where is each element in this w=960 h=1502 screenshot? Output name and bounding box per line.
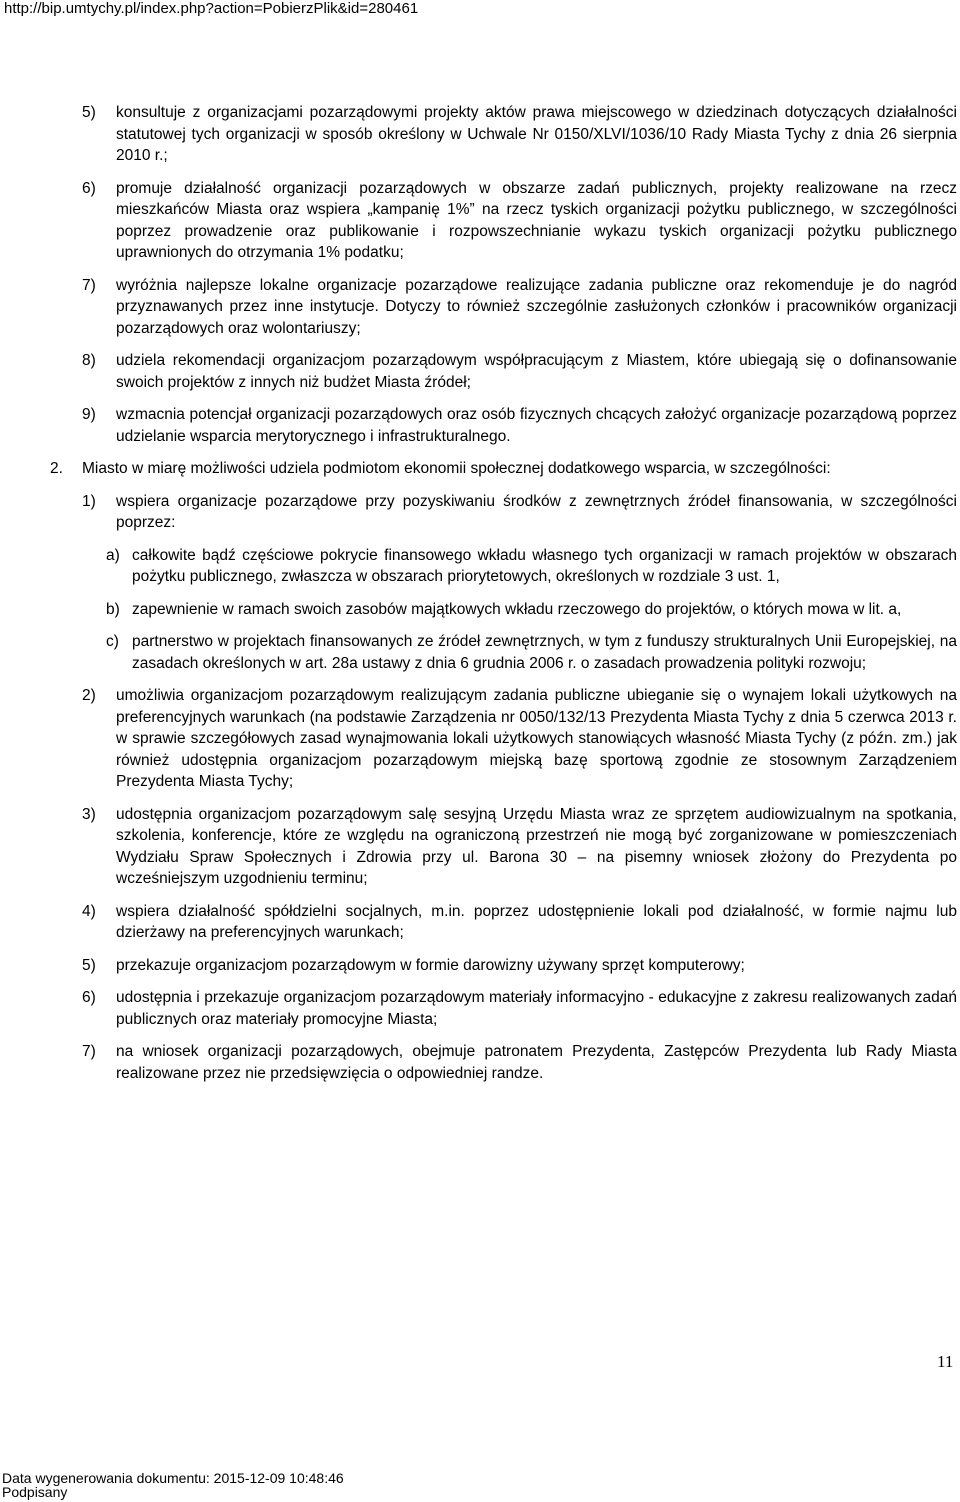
- item-text: udostępnia organizacjom pozarządowym salę sesyjną Urzędu Miasta wraz ze sprzętem audiowizualnym na spotkania, szkolenia, konferencje, które ze względu na ograniczoną przestrzeń nie mogą być zorganizowane w pomieszczeniach Wydziału Spraw Społecznych i Zdrowia przy ul. Barona 30 – na pisemny wniosek złożony do Prezydenta po wcześniejszym uzgodnieniu terminu;: [116, 805, 957, 887]
- list-item: [82, 491, 957, 534]
- item-text: promuje działalność organizacji pozarządowych w obszarze zadań publicznych, projekty realizowane na rzecz mieszkańców Miasta oraz wspiera „kampanię 1%” na rzecz tyskich organizacji pożytku publicznego, w szczególności poprzez prowadzenie oraz publikowanie i rozpowszechnianie wykazu tyskich organizacji pożytku publicznego uprawnionych do otrzymania 1% podatku;: [116, 179, 957, 261]
- sub-item-text: partnerstwo w projektach finansowanych ze źródeł zewnętrznych, w tym z funduszy strukturalnych Unii Europejskiej, na zasadach określonych w art. 28a ustawy z dnia 6 grudnia 2006 r. o zasadach prowadzenia polityki rozwoju;: [132, 633, 957, 672]
- list-item: [82, 685, 957, 793]
- item-text: wzmacnia potencjał organizacji pozarządowych oraz osób fizycznych chcących założyć organizacje pozarządową poprzez udzielanie wsparcia merytorycznego i infrastrukturalnego.: [116, 406, 957, 445]
- item-number: 5): [82, 956, 96, 974]
- letter-marker: a): [106, 546, 120, 564]
- list-item: [82, 404, 957, 447]
- signed-label: Podpisany: [2, 1484, 68, 1500]
- page-number: 11: [937, 1352, 954, 1371]
- sub-item-text: zapewnienie w ramach swoich zasobów majątkowych wkładu rzeczowego do projektów, o których mowa w lit. a,: [132, 600, 902, 618]
- list-item: [82, 102, 957, 167]
- sub-list-item: [106, 599, 957, 621]
- item-text: udostępnia i przekazuje organizacjom pozarządowym materiały informacyjno - edukacyjne z zakresu realizowanych zadań publicznych oraz materiały promocyjne Miasta;: [116, 989, 957, 1028]
- item-number: 2): [82, 687, 96, 704]
- list-item: [82, 350, 957, 393]
- list-item: [82, 178, 957, 264]
- item-text: wspiera organizacje pozarządowe przy pozyskiwaniu środków z zewnętrznych źródeł finansowania, w szczególności poprzez:: [116, 492, 957, 531]
- item-text: udziela rekomendacji organizacjom pozarządowym współpracującym z Miastem, które ubiegają się o dofinansowanie swoich projektów z innych niż budżet Miasta źródeł;: [116, 352, 957, 391]
- item-text: wyróżnia najlepsze lokalne organizacje pozarządowe realizujące zadania publiczne oraz rekomenduje je do nagród przyznawanych przez inne instytucje. Dotyczy to również szczególnie zasłużonych członków i pracowników organizacji pozarządowych oraz wolontariuszy;: [116, 276, 957, 337]
- sub-list-item: [106, 631, 957, 674]
- list-item: [82, 804, 957, 890]
- item-text: konsultuje z organizacjami pozarządowymi projekty aktów prawa miejscowego w dziedzinach dotyczących działalności statutowej tych organizacji w sposób określony w Uchwale Nr 0150/XLVI/1036/10 Rady Miasta Tychy z dnia 26 sierpnia 2010 r.;: [116, 104, 957, 164]
- document-body: [50, 102, 957, 1095]
- item-text: przekazuje organizacjom pozarządowym w formie darowizny używany sprzęt komputerowy;: [116, 956, 745, 974]
- item-number: 6): [82, 989, 96, 1006]
- item-number: 4): [82, 902, 96, 920]
- item-number: 8): [82, 352, 96, 369]
- item-text: na wniosek organizacji pozarządowych, obejmuje patronatem Prezydenta, Zastępców Prezydenta lub Rady Miasta realizowane przez nie przedsięwzięcia o odpowiedniej randze.: [116, 1043, 957, 1082]
- section-paragraph: [50, 458, 957, 480]
- item-number: 1): [82, 492, 96, 510]
- item-number: 9): [82, 406, 96, 423]
- item-text: wspiera działalność spółdzielni socjalnych, m.in. poprzez udostępnienie lokali pod działalność, w formie najmu lub dzierżawy na preferencyjnych warunkach;: [116, 902, 957, 941]
- list-item: [82, 275, 957, 340]
- generation-date: Data wygenerowania dokumentu: 2015-12-09 10:48:46: [2, 1470, 344, 1486]
- list-item: [82, 955, 957, 977]
- sub-list-item: [106, 545, 957, 588]
- item-number: 5): [82, 104, 96, 121]
- item-number: 7): [82, 1043, 96, 1060]
- item-number: 6): [82, 179, 96, 197]
- letter-marker: c): [106, 633, 119, 650]
- sub-item-text: całkowite bądź częściowe pokrycie finansowego wkładu własnego tych organizacji w ramach projektów w obszarach pożytku publicznego, zwłaszcza w obszarach priorytetowych, określonych w rozdziale 3 ust. 1,: [132, 546, 957, 585]
- section-text: Miasto w miarę możliwości udziela podmiotom ekonomii społecznej dodatkowego wsparcia, w szczególności:: [82, 460, 831, 477]
- list-item: [82, 901, 957, 944]
- source-url: http://bip.umtychy.pl/index.php?action=PobierzPlik&id=280461: [4, 0, 419, 17]
- list-item: [82, 1041, 957, 1084]
- item-number: 3): [82, 805, 96, 823]
- list-item: [82, 987, 957, 1030]
- letter-marker: b): [106, 600, 120, 618]
- item-text: umożliwia organizacjom pozarządowym realizującym zadania publiczne ubieganie się o wynajem lokali użytkowych na preferencyjnych warunkach (na podstawie Zarządzenia nr 0050/132/13 Prezydenta Miasta Tychy z dnia 5 czerwca 2013 r. w sprawie szczegółowych zasad wynajmowania lokali użytkowych stanowiących własność Miasta Tychy (z późn. zm.) jak również udostępnia organizacjom pozarządowym miejską bazę sportową zgodnie ze stosownym Zarządzeniem Prezydenta Miasta Tychy;: [116, 687, 957, 790]
- section-number: 2.: [50, 460, 63, 477]
- item-number: 7): [82, 276, 96, 294]
